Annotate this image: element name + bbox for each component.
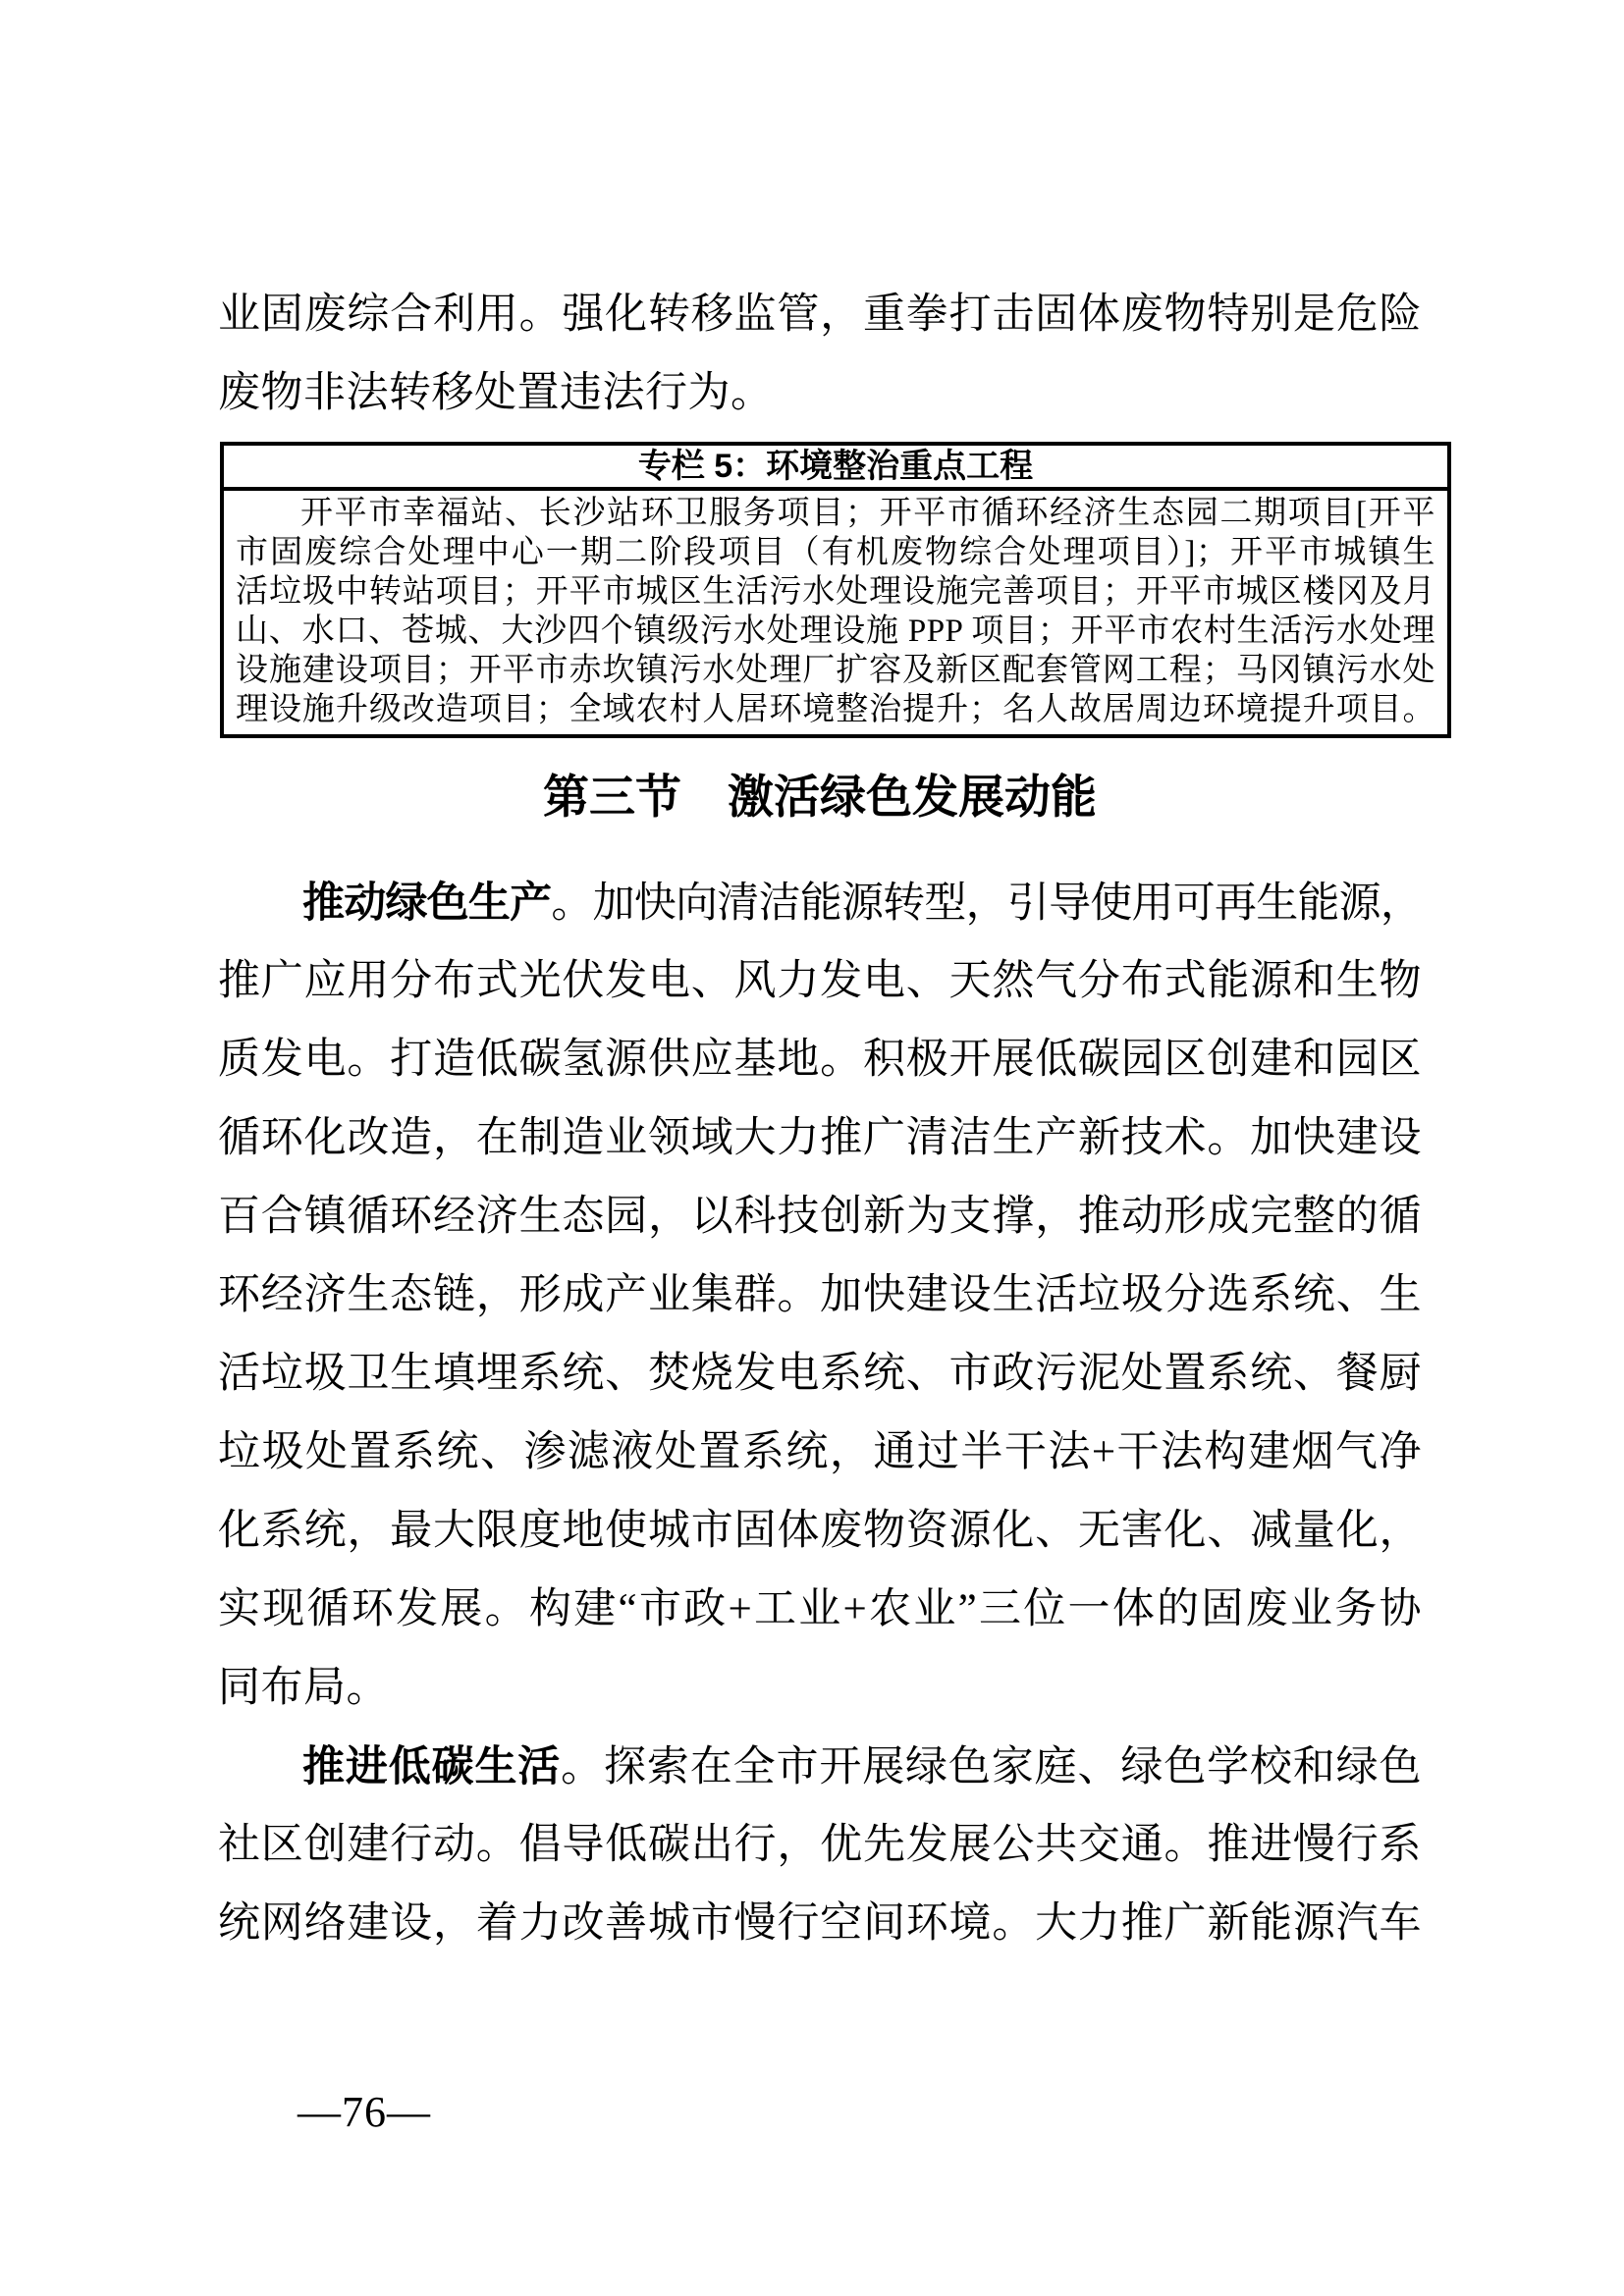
body-line: 同布局。 [218,1665,389,1711]
body-line: 垃圾处置系统、渗滤液处置系统，通过半干法+干法构建烟气净 [218,1429,1422,1475]
highlight-box-title: 专栏 5：环境整治重点工程 [224,446,1447,491]
box-line: 市固废综合处理中心一期二阶段项目（有机废物综合处理项目）]；开平市城镇生 [236,535,1435,570]
box-line: 理设施升级改造项目；全域农村人居环境整治提升；名人故居周边环境提升项目。 [236,692,1435,727]
body-line: 统网络建设，着力改善城市慢行空间环境。大力推广新能源汽车 [218,1900,1422,1947]
box-line: 活垃圾中转站项目；开平市城区生活污水处理设施完善项目；开平市城区楼冈及月 [236,574,1435,610]
bold-lead-text: 推动绿色生产 [302,880,552,927]
highlight-box-body [224,491,1447,734]
paragraph-continuation [218,276,1422,433]
page-number: —76— [298,2088,431,2136]
body-line: 废物非法转移处置违法行为。 [218,370,774,416]
body-line: 推广应用分布式光伏发电、风力发电、天然气分布式能源和生物 [218,958,1422,1004]
body-line: 百合镇循环经济生态园，以科技创新为支撑，推动形成完整的循 [218,1194,1422,1240]
section-heading: 第三节 激活绿色发展动能 [543,771,1097,823]
highlight-box [220,442,1451,738]
bold-lead-text: 推进低碳生活 [302,1743,562,1790]
box-line: 开平市幸福站、长沙站环卫服务项目；开平市循环经济生态园二期项目[开平 [300,496,1435,531]
body-line: 化系统，最大限度地使城市固体废物资源化、无害化、减量化， [218,1508,1422,1554]
body-line: 业固废综合利用。强化转移监管，重拳打击固体废物特别是危险 [218,292,1422,338]
body-line-lead [218,1728,1422,1806]
body-line-lead [218,864,1422,942]
box-line: 山、水口、苍城、大沙四个镇级污水处理设施 PPP 项目；开平市农村生活污水处理 [236,614,1435,649]
body-line: 循环化改造，在制造业领域大力推广清洁生产新技术。加快建设 [218,1115,1422,1161]
paragraph-low-carbon-life [218,1728,1422,1963]
body-line: 实现循环发展。构建“市政+工业+农业”三位一体的固废业务协 [218,1586,1422,1632]
paragraph-green-production [218,864,1422,1728]
body-line-text: 。加快向清洁能源转型，引导使用可再生能源， [551,881,1422,927]
box-line: 设施建设项目；开平市赤坎镇污水处理厂扩容及新区配套管网工程；马冈镇污水处 [236,653,1435,688]
body-line: 社区创建行动。倡导低碳出行，优先发展公共交通。推进慢行系 [218,1822,1422,1868]
body-line: 活垃圾卫生填埋系统、焚烧发电系统、市政污泥处置系统、餐厨 [218,1351,1422,1397]
body-line-text: 。探索在全市开展绿色家庭、绿色学校和绿色 [561,1744,1423,1790]
body-line: 质发电。打造低碳氢源供应基地。积极开展低碳园区创建和园区 [218,1037,1422,1083]
body-line: 环经济生态链，形成产业集群。加快建设生活垃圾分选系统、生 [218,1272,1422,1318]
